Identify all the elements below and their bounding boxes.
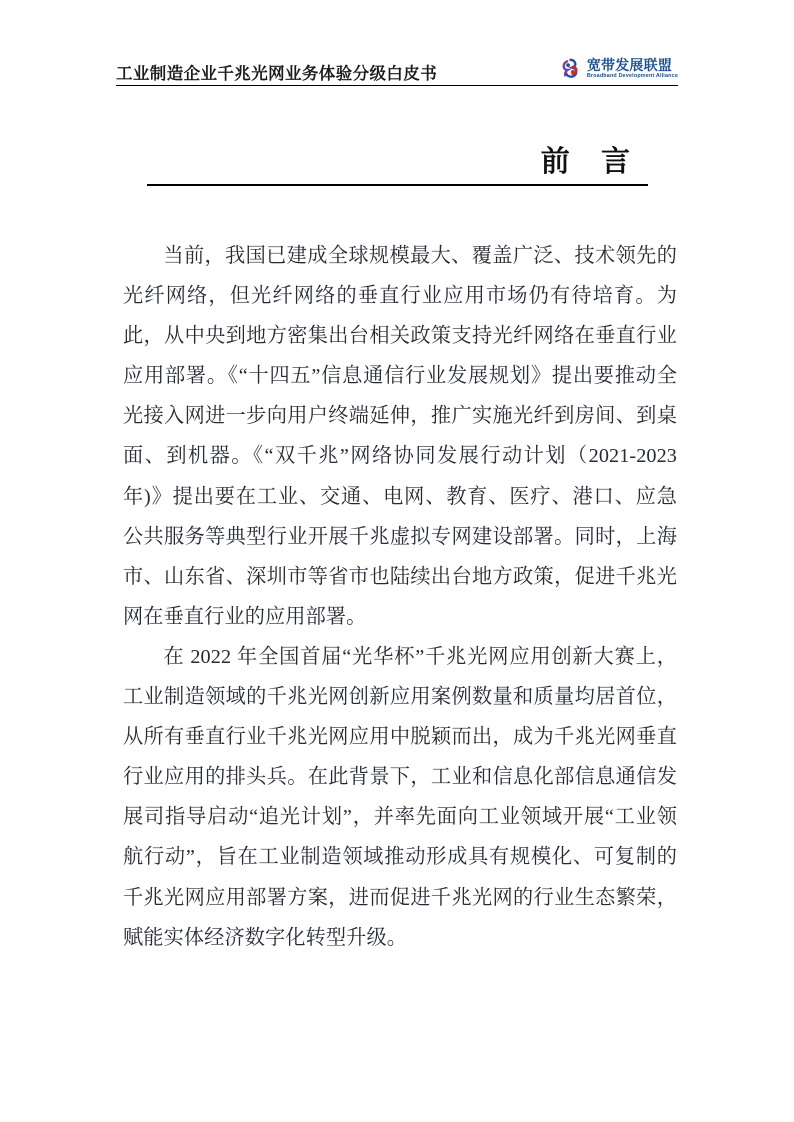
- page-header: [116, 44, 678, 86]
- logo-chinese-name: 宽带发展联盟: [586, 57, 673, 73]
- section-heading-rule: [147, 143, 648, 186]
- body-paragraph: 当前，我国已建成全球规模最大、覆盖广泛、技术领先的光纤网络，但光纤网络的垂直行业应用市场仍有待培育。为此，从中央到地方密集出台相关政策支持光纤网络在垂直行业应用部署。《“十四五”信息通信行业发展规划》提出要推动全光接入网进一步向用户终端延伸，推广实施光纤到房间、到桌面、到机器。《“双千兆”网络协同发展行动计划（2021-2023 年)》提出要在工业、交通、电网、教育、医疗、港口、应急公共服务等典型行业开展千兆虚拟专网建设部署。同时，上海市、山东省、深圳市等省市也陆续出台地方政策，促进千兆光网在垂直行业的应用部署。: [123, 245, 677, 628]
- section-heading-title: 前 言: [540, 146, 642, 178]
- logo-text-block: [587, 58, 678, 79]
- body-paragraph: 在 2022 年全国首届“光华杯”千兆光网应用创新大赛上，工业制造领域的千兆光网创新应用案例数量和质量均居首位，从所有垂直行业千兆光网应用中脱颖而出，成为千兆光网垂直行业应用的排头兵。在此背景下，工业和信息化部信息通信发展司指导启动“追光计划”，并率先面向工业领域开展“工业领航行动”，旨在工业制造领域推动形成具有规模化、可复制的千兆光网应用部署方案，进而促进千兆光网的行业生态繁荣， 赋能实体经济数字化转型升级。: [123, 645, 677, 949]
- header-document-title: 工业制造企业千兆光网业务体验分级白皮书: [116, 63, 438, 83]
- logo-english-name: Broadband Development Alliance: [586, 72, 678, 79]
- document-body: [123, 236, 677, 958]
- broadband-alliance-flower-icon: [559, 57, 582, 80]
- organization-logo: [559, 57, 678, 83]
